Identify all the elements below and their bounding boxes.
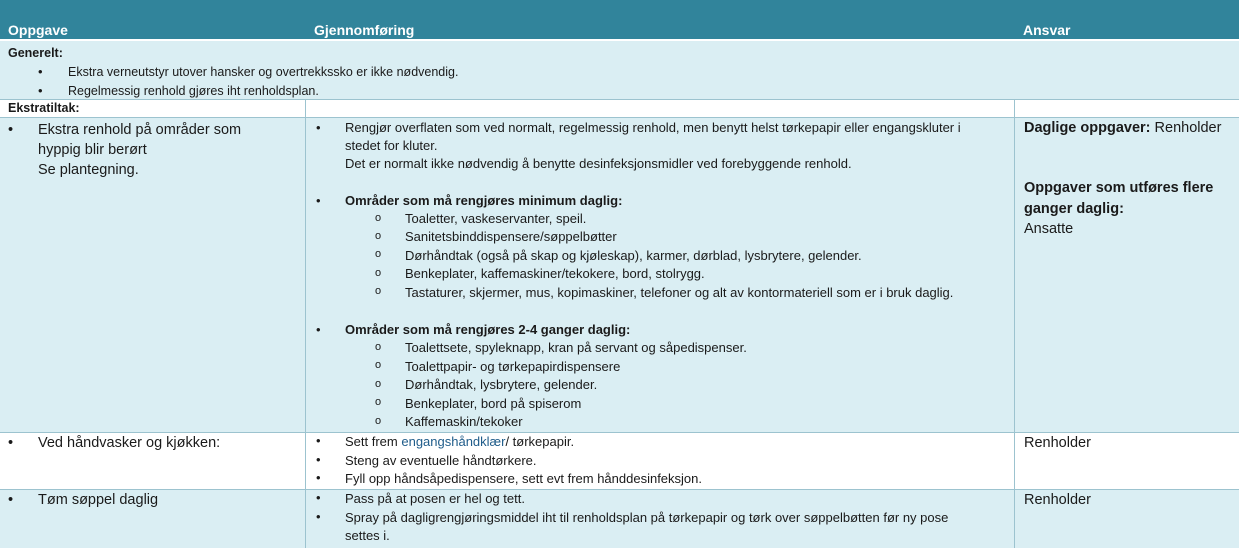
bullet-icon: • — [38, 64, 43, 79]
row1-resp-multi-label-2: ganger daglig: — [1024, 201, 1124, 217]
row1-intro-line-3: Det er normalt ikke nødvendig å benytte desinfeksjonsmidler ved forebyggende renhold. — [345, 156, 852, 171]
daily-item-2: Sanitetsbinddispensere/søppelbøtter — [405, 229, 617, 244]
section-generelt — [0, 41, 1239, 100]
row3-item-2-line-2: settes i. — [345, 528, 390, 543]
circle-bullet-icon: o — [375, 378, 382, 390]
bullet-icon: • — [316, 509, 321, 524]
circle-bullet-icon: o — [375, 248, 382, 260]
row1-intro-line-1: Rengjør overflaten som ved normalt, regelmessig renhold, men benytt helst tørkepapir eller engangskluter i — [345, 120, 961, 135]
bullet-icon: • — [316, 490, 321, 505]
row2-item-3: Fyll opp håndsåpedispensere, sett evt frem hånddesinfeksjon. — [345, 471, 702, 486]
generelt-label: Generelt: — [8, 46, 63, 60]
bullet-icon: • — [38, 83, 43, 98]
header-oppgave: Oppgave — [8, 22, 68, 38]
daily-item-1: Toaletter, vaskeservanter, speil. — [405, 211, 587, 226]
header-gjennomforing: Gjennomføring — [314, 22, 415, 38]
bullet-icon: • — [8, 435, 14, 451]
bullet-icon: • — [8, 122, 14, 138]
row2-item-1 — [345, 433, 574, 452]
row2-task: Ved håndvasker og kjøkken: — [38, 435, 221, 451]
row3-resp: Renholder — [1024, 492, 1091, 508]
row1-responsible-cell — [1015, 118, 1239, 432]
table-row-renhold — [0, 118, 1239, 433]
row2-responsible-cell — [1015, 433, 1239, 489]
ekstratiltak-label: Ekstratiltak: — [8, 101, 80, 115]
row1-resp-daily-value: Renholder — [1150, 120, 1222, 136]
row3-task-cell — [0, 490, 306, 548]
row1-intro-line-2: stedet for kluter. — [345, 138, 438, 153]
row2-procedure-cell — [306, 433, 1015, 489]
daily-item-4: Benkeplater, kaffemaskiner/tekokere, bord, stolrygg. — [405, 266, 705, 281]
row1-task-line-3: Se plantegning. — [38, 162, 139, 178]
row1-resp-multi-value: Ansatte — [1024, 221, 1074, 237]
circle-bullet-icon: o — [375, 285, 382, 297]
row1-task-line-1: Ekstra renhold på områder som — [38, 122, 242, 138]
row2-item-2: Steng av eventuelle håndtørkere. — [345, 453, 537, 468]
row3-item-1: Pass på at posen er hel og tett. — [345, 491, 525, 506]
row1-task-cell — [0, 118, 306, 432]
row3-responsible-cell — [1015, 490, 1239, 548]
circle-bullet-icon: o — [375, 212, 382, 224]
daily-item-5: Tastaturer, skjermer, mus, kopimaskiner, telefoner og alt av kontormateriell som er i bruk daglig. — [405, 285, 954, 300]
engangshandklaer-link[interactable]: engangshåndklær — [401, 434, 506, 449]
multi-item-1: Toalettsete, spyleknapp, kran på servant og såpedispenser. — [405, 340, 747, 355]
bullet-icon: • — [316, 322, 321, 337]
row1-resp-daily-label: Daglige oppgaver: — [1024, 120, 1151, 136]
row1-resp-multi-label-1: Oppgaver som utføres flere — [1024, 180, 1214, 196]
row2-task-cell — [0, 433, 306, 489]
circle-bullet-icon: o — [375, 396, 382, 408]
bullet-icon: • — [316, 452, 321, 467]
bullet-icon: • — [316, 470, 321, 485]
row2-resp: Renholder — [1024, 435, 1091, 451]
row1-resp-daily — [1024, 118, 1221, 138]
section-ekstratiltak — [0, 100, 1239, 118]
row1-procedure-cell — [306, 118, 1015, 432]
multi-item-2: Toalettpapir- og tørkepapirdispensere — [405, 359, 621, 374]
circle-bullet-icon: o — [375, 415, 382, 427]
circle-bullet-icon: o — [375, 359, 382, 371]
row2-item-1-prefix: Sett frem — [345, 434, 402, 449]
circle-bullet-icon: o — [375, 267, 382, 279]
daily-item-3: Dørhåndtak (også på skap og kjøleskap), karmer, dørblad, lysbrytere, gelender. — [405, 248, 862, 263]
multi-item-3: Dørhåndtak, lysbrytere, gelender. — [405, 377, 598, 392]
table-header — [0, 0, 1239, 41]
bullet-icon: • — [316, 433, 321, 448]
generelt-item-1: Ekstra verneutstyr utover hansker og overtrekkssko er ikke nødvendig. — [68, 65, 459, 79]
generelt-item-2: Regelmessig renhold gjøres iht renholdsplan. — [68, 84, 319, 98]
table-row-handvasker — [0, 433, 1239, 490]
row3-task: Tøm søppel daglig — [38, 492, 159, 508]
bullet-icon: • — [316, 120, 321, 135]
multi-heading: Områder som må rengjøres 2-4 ganger daglig: — [345, 322, 631, 337]
table-row-soppel — [0, 490, 1239, 548]
daily-heading: Områder som må rengjøres minimum daglig: — [345, 193, 623, 208]
bullet-icon: • — [8, 492, 14, 508]
multi-item-5: Kaffemaskin/tekoker — [405, 414, 523, 429]
bullet-icon: • — [316, 193, 321, 208]
row2-item-1-suffix: / tørkepapir. — [505, 434, 575, 449]
header-ansvar: Ansvar — [1023, 22, 1071, 38]
row3-procedure-cell — [306, 490, 1015, 548]
row3-item-2-line-1: Spray på dagligrengjøringsmiddel iht til renholdsplan på tørkepapir og tørk over søppelbøtten før ny pose — [345, 510, 949, 525]
row1-task-line-2: hyppig blir berørt — [38, 142, 147, 158]
circle-bullet-icon: o — [375, 341, 382, 353]
multi-item-4: Benkeplater, bord på spiserom — [405, 396, 582, 411]
circle-bullet-icon: o — [375, 230, 382, 242]
